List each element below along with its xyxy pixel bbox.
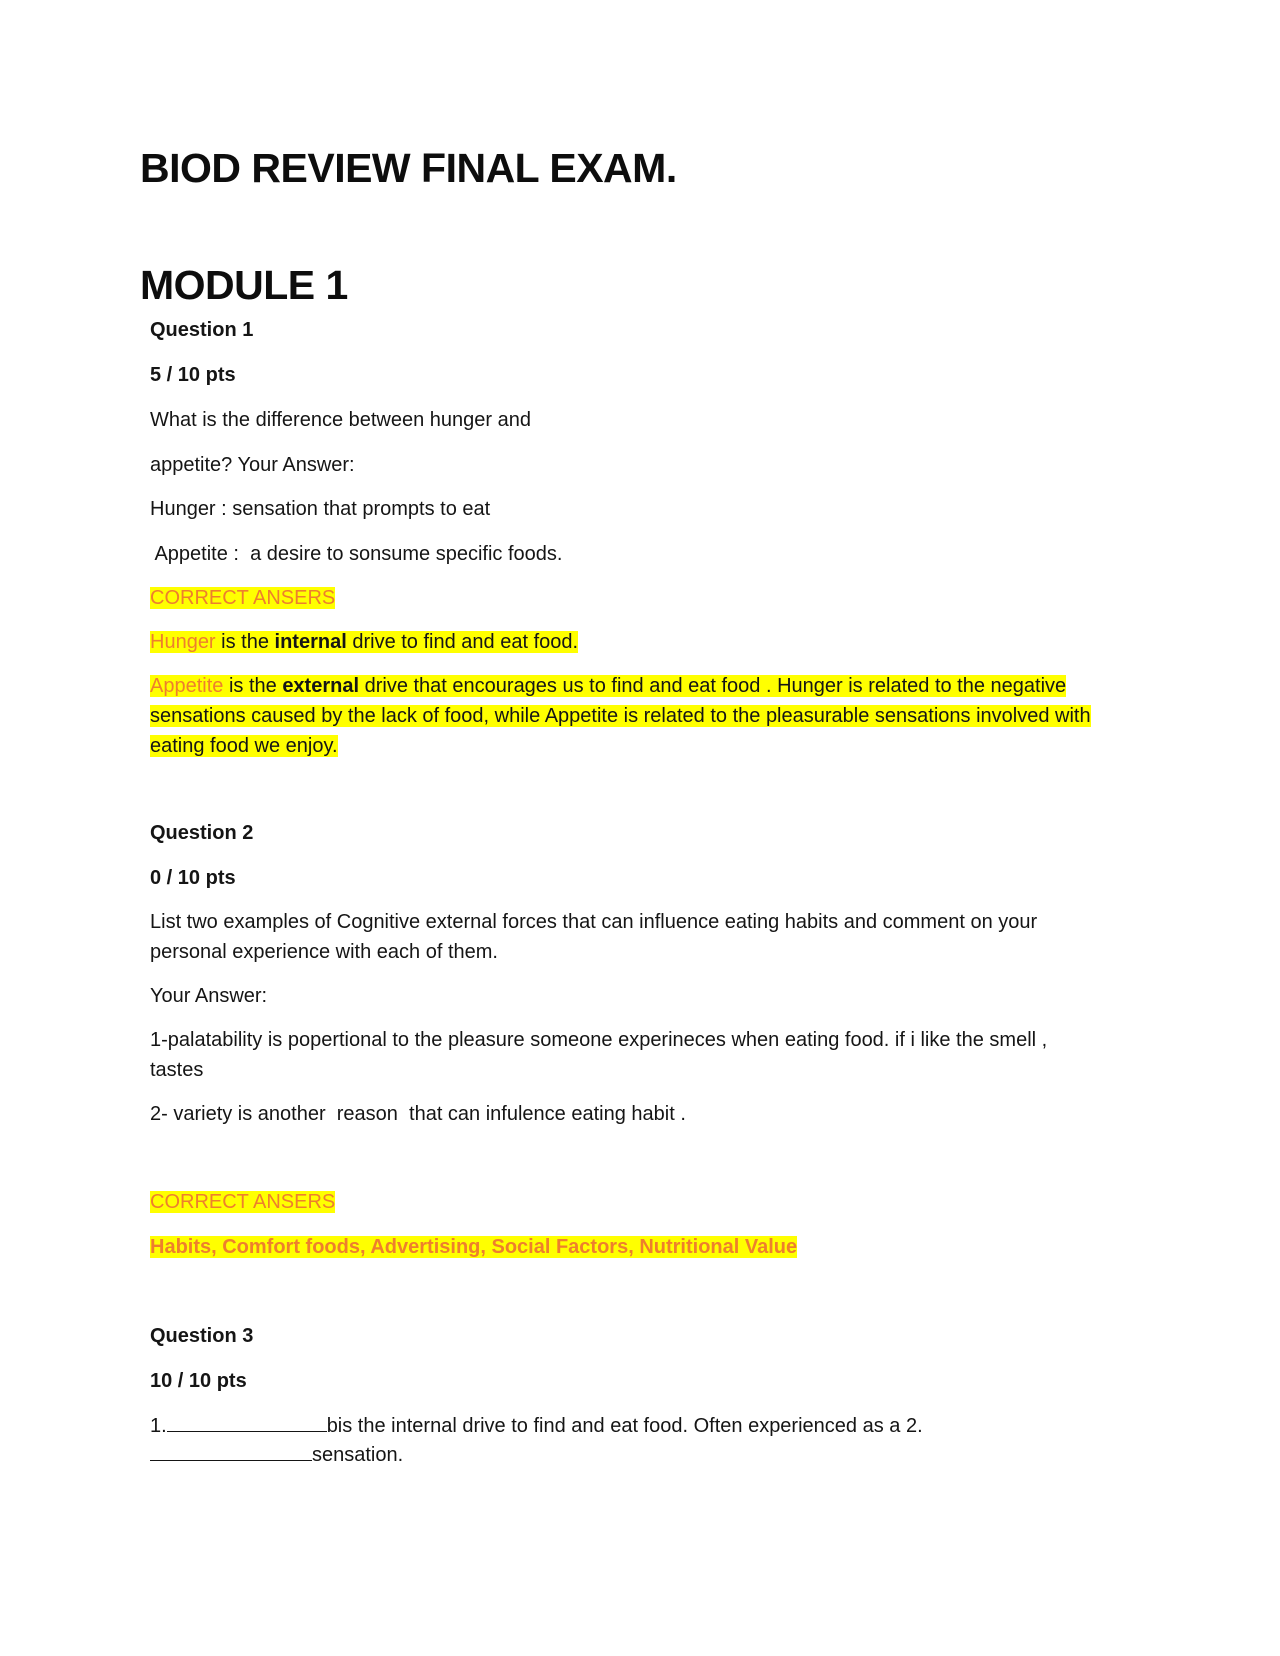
question-3-label: Question 3 (150, 1325, 254, 1347)
question-1-correct-label: CORRECT ANSERS (150, 587, 336, 609)
correct-2-term: Appetite (150, 675, 224, 697)
correct-1-term: Hunger (150, 631, 216, 653)
question-3-prompt-line1 (150, 1411, 923, 1441)
question-2-correct-label-row (150, 1187, 335, 1217)
question-3-prompt-line2 (150, 1440, 403, 1470)
correct-2-pre: is the (223, 675, 283, 697)
question-2-label: Question 2 (150, 822, 254, 844)
question-1-score: 5 / 10 pts (150, 364, 236, 386)
correct-1-pre: is the (215, 631, 275, 653)
question-2-correct-label: CORRECT ANSERS (150, 1191, 336, 1213)
question-1-prompt-line2: appetite? Your Answer: (150, 454, 355, 476)
question-2-score: 0 / 10 pts (150, 867, 236, 889)
correct-2-emphasis: external (282, 675, 360, 697)
question-2-your-answer-label: Your Answer: (150, 985, 268, 1007)
question-3-num1: 1. (150, 1415, 167, 1437)
question-2-correct-answer-row (150, 1232, 797, 1262)
question-2-answer-2: 2- variety is another reason that can infulence eating habit . (150, 1103, 686, 1125)
question-1-label: Question 1 (150, 319, 254, 341)
question-3-blank-2 (150, 1440, 312, 1461)
question-3-prompt-end: sensation. (312, 1444, 404, 1466)
question-1-answer-line2: Appetite : a desire to sonsume specific foods. (150, 543, 563, 565)
correct-1-post: drive to find and eat food. (346, 631, 579, 653)
question-1-prompt-line1: What is the difference between hunger and (150, 409, 531, 431)
question-1-correct-label-row (150, 583, 335, 613)
module-heading: MODULE 1 (140, 262, 348, 308)
correct-2-post: drive that encourages us to find and eat food . Hunger is related to the negative sensations caused by the lack of food, while Appetite is related to the pleasurable sensations involved with eating food we enjoy. (150, 675, 1091, 757)
question-1-correct-1 (150, 627, 578, 657)
question-1-answer-line1: Hunger : sensation that prompts to eat (150, 498, 491, 520)
question-2-prompt: List two examples of Cognitive external forces that can influence eating habits and comment on your personal experience with each of them. (150, 911, 1038, 963)
question-3-prompt-mid: bis the internal drive to find and eat food. Often experienced as a 2. (326, 1415, 923, 1437)
question-3-score: 10 / 10 pts (150, 1370, 247, 1392)
question-2-correct-answer: Habits, Comfort foods, Advertising, Social Factors, Nutritional Value (150, 1236, 798, 1258)
correct-1-emphasis: internal (274, 631, 347, 653)
question-2-answer-1: 1-palatability is popertional to the pleasure someone experineces when eating food. if i like the smell , tastes (150, 1029, 1048, 1081)
question-3-blank-1 (167, 1411, 327, 1432)
question-1-correct-2 (150, 671, 1130, 761)
document-title: BIOD REVIEW FINAL EXAM. (140, 145, 677, 191)
